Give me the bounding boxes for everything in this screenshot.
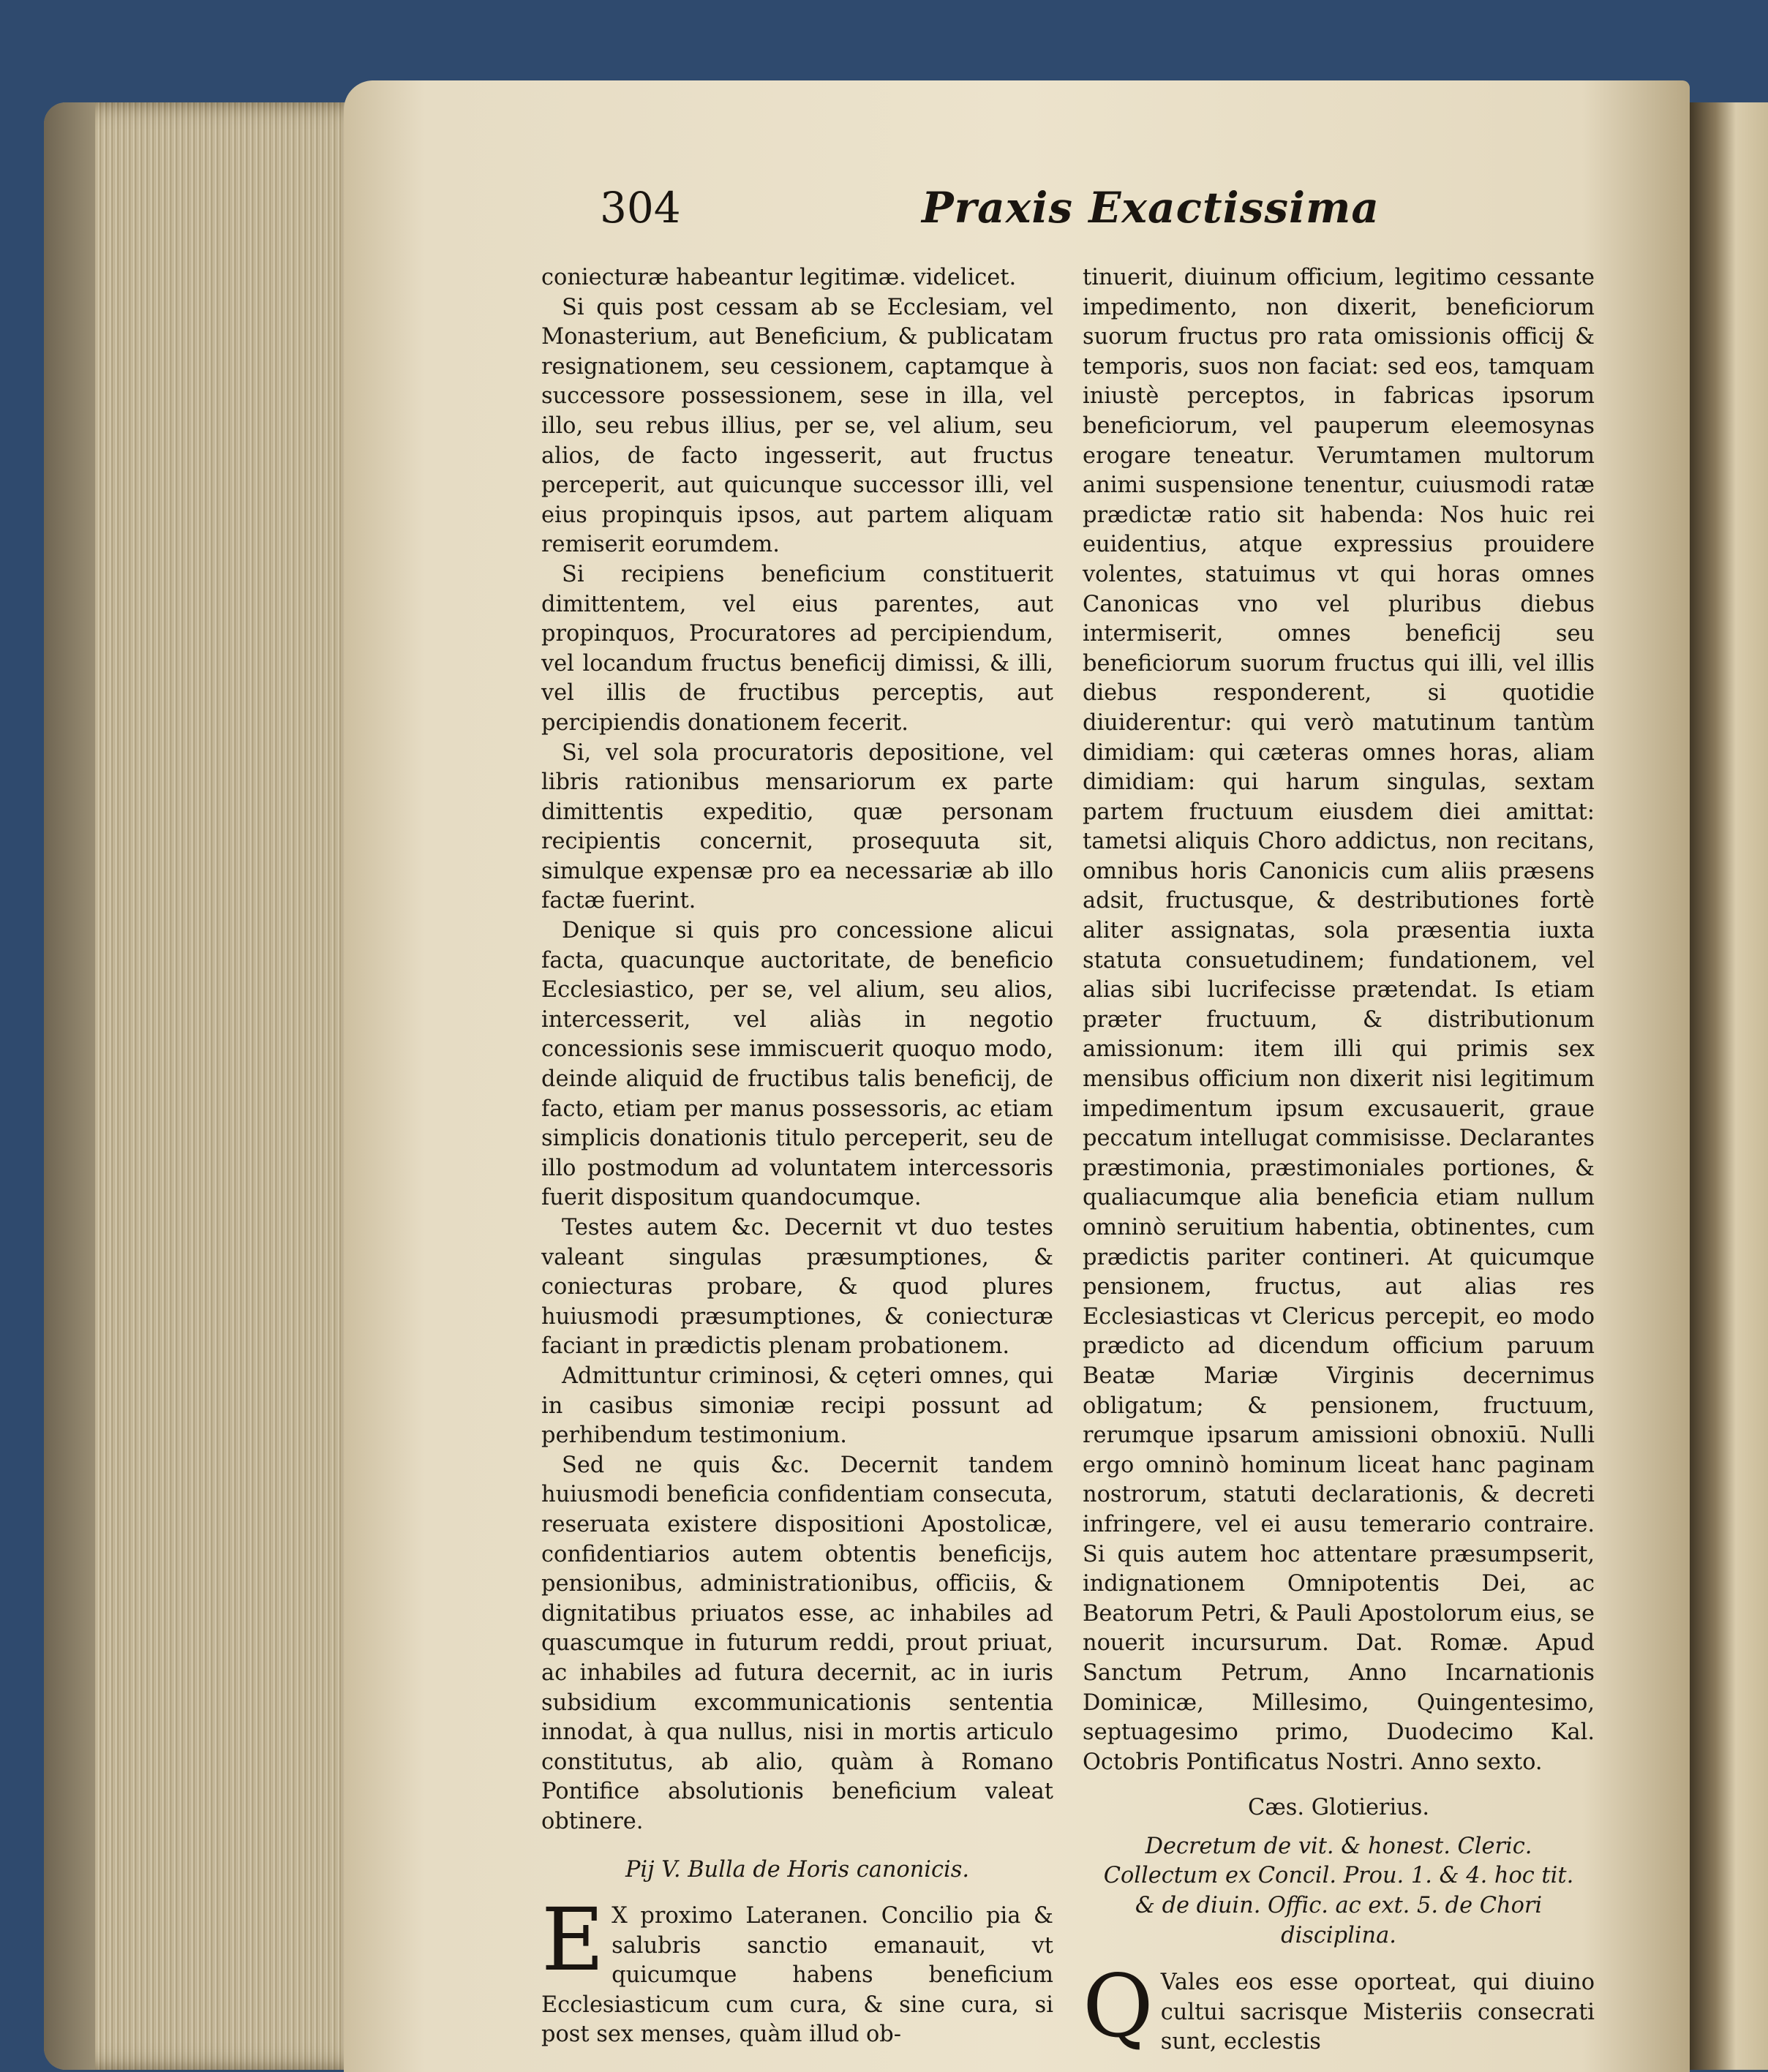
paragraph: Si recipiens beneficium constituerit dimittentem, vel eius parentes, aut propinquos, Procuratores ad percipiendum, vel locandum fructus beneficij dimissi, & illi, vel illis de fructibus perceptis, aut percipiendis donationem fecerit.: [541, 561, 1053, 736]
right-column: [1083, 263, 1595, 2057]
paragraph: Si quis post cessam ab se Ecclesiam, vel Monasterium, aut Beneficium, & publicatam resignationem, seu cessionem, captamque à successore possessionem, sese in illa, vel illo, seu rebus illius, per se, vel alium, seu alios, de facto ingesserit, aut fructus perceperit, aut quicunque successor illi, vel eius propinquis ipsos, aut partem aliquam remiserit eorumdem.: [541, 294, 1053, 558]
book-gutter: [1688, 102, 1768, 2070]
paragraph: Sed ne quis &c. Decernit tandem huiusmodi beneficia confidentiam consecuta, reseruata existere dispositioni Apostolicæ, confidentiarios autem obtentis beneficijs, pensionibus, administrationibus, officiis, & dignitatibus priuatos esse, ac inhabiles ad quascumque in futurum reddi, prout priuat, ac inhabiles ad futura decernit, ac in iuris subsidium excommunicationis sententia innodat, à qua nullus, nisi in mortis articulo constitutus, ab alio, quàm à Romano Pontifice absolutionis beneficium valeat obtinere.: [541, 1452, 1053, 1834]
decretum-heading: Decretum de vit. & honest. Cleric. Collectum ex Concil. Prou. 1. & 4. hoc tit. & de diuin. Offic. ac ext. 5. de Chori disciplina.: [1103, 1833, 1574, 1948]
paragraph-text: X proximo Lateranen. Concilio pia & salubris sanctio emanauit, vt quicumque habens beneficium Ecclesiasticum cum cura, & sine cura, si post sex menses, quàm illud ob-: [541, 1903, 1053, 2048]
left-column: [541, 263, 1053, 2050]
paragraph: Si, vel sola procuratoris depositione, vel libris rationibus mensariorum ex parte dimittentis expeditio, quæ personam recipientis concernit, prosequuta sit, simulque expensæ pro ea necessariæ ab illo factæ fuerint.: [541, 739, 1053, 914]
running-title: Praxis Exactissima: [922, 183, 1380, 233]
signature: Cæs. Glotierius.: [1247, 1795, 1430, 1821]
paragraph-text: Vales eos esse oporteat, qui diuino cultui sacrisque Misteriis consecrati sunt, ecclestis: [1160, 1970, 1595, 2055]
paragraph-with-initial: [1083, 1956, 1595, 2057]
page-number: 304: [600, 183, 681, 233]
section-heading: Pij V. Bulla de Horis canonicis.: [625, 1857, 970, 1883]
paragraph: coniecturæ habeantur legitimæ. videlicet.: [541, 265, 1017, 290]
drop-cap-initial: E: [541, 1889, 605, 1991]
paragraph: Testes autem &c. Decernit vt duo testes valeant singulas præsumptiones, & coniecturas probare, & quod plures huiusmodi præsumptiones, & coniecturæ faciant in prædictis plenam probationem.: [541, 1215, 1053, 1360]
paragraph: tinuerit, diuinum officium, legitimo cessante impedimento, non dixerit, beneficiorum suorum fructus pro rata omissionis officij & temporis, suos non faciat: sed eos, tamquam iniustè perceptos, in fabricas ipsorum beneficiorum, vel pauperum eleemosynas erogare teneatur. Verumtamen multorum animi suspensione tenentur, cuiusmodi ratæ prædictæ ratio sit habenda: Nos huic rei euidentius, atque expressius prouidere volentes, statuimus vt qui horas omnes Canonicas vno vel pluribus diebus intermiserit, omnes beneficij seu beneficiorum suorum fructus qui illi, vel illis diebus responderent, si quotidie diuiderentur: qui verò matutinum tantùm dimidiam: qui cæteras omnes horas, aliam dimidiam: qui harum singulas, sextam partem fructuum eiusdem diei amittat: tametsi aliquis Choro addictus, non recitans, omnibus horis Canonicis cum aliis præsens adsit, fructusque, & destributiones fortè aliter assignatas, sola præsentia iuxta statuta consuetudinem; fundationem, vel alias sibi lucrifecisse prætendat. Is etiam præter fructuum, & distributionum amissionum: item illi qui primis sex mensibus officium non dixerit nisi legitimum impedimentum ipsum excusauerit, graue peccatum intellugat commisisse. Declarantes præstimonia, præstimoniales portiones, & qualiacumque alia beneficia etiam nullum omninò seruitium habentia, obtinentes, cum prædictis pariter contineri. At quicumque pensionem, fructus, aut alias res Ecclesiasticas vt Clericus percepit, eo modo prædicto ad dicendum officium paruum Beatæ Mariæ Virginis decernimus obligatum; & pensionem, fructuum, rerumque ipsarum amissioni obnoxiū. Nulli ergo omninò hominum liceat hanc paginam nostrorum, statuti declarationis, & decreti infringere, vel ei ausu temerario contraire. Si quis autem hoc attentare præsumpserit, indignationem Omnipotentis Dei, ac Beatorum Petri, & Pauli Apostolorum eius, se nouerit incursurum. Dat. Romæ. Apud Sanctum Petrum, Anno Incarnationis Dominicæ, Millesimo, Quingentesimo, septuagesimo primo, Duodecimo Kal. Octobris Pontificatus Nostri. Anno sexto.: [1083, 265, 1595, 1775]
running-head: [600, 183, 1551, 241]
paragraph: Admittuntur criminosi, & cęteri omnes, qui in casibus simoniæ recipi possunt ad perhibendum testimonium.: [541, 1363, 1053, 1449]
book-cover: [44, 102, 95, 2070]
drop-cap-initial: Q: [1083, 1956, 1154, 2057]
paragraph-with-initial: [541, 1889, 1053, 2050]
paragraph: Denique si quis pro concessione alicui facta, quacunque auctoritate, de beneficio Ecclesiastico, per se, vel alium, seu alios, intercesserit, vel aliàs in negotio concessionis sese immiscuerit quoquo modo, deinde aliquid de fructibus talis beneficij, de facto, etiam per manus possessoris, ac etiam simplicis donationis titulo perceperit, seu de illo postmodum ad voluntatem intercessoris fuerit dispositum quandocumque.: [541, 918, 1053, 1211]
